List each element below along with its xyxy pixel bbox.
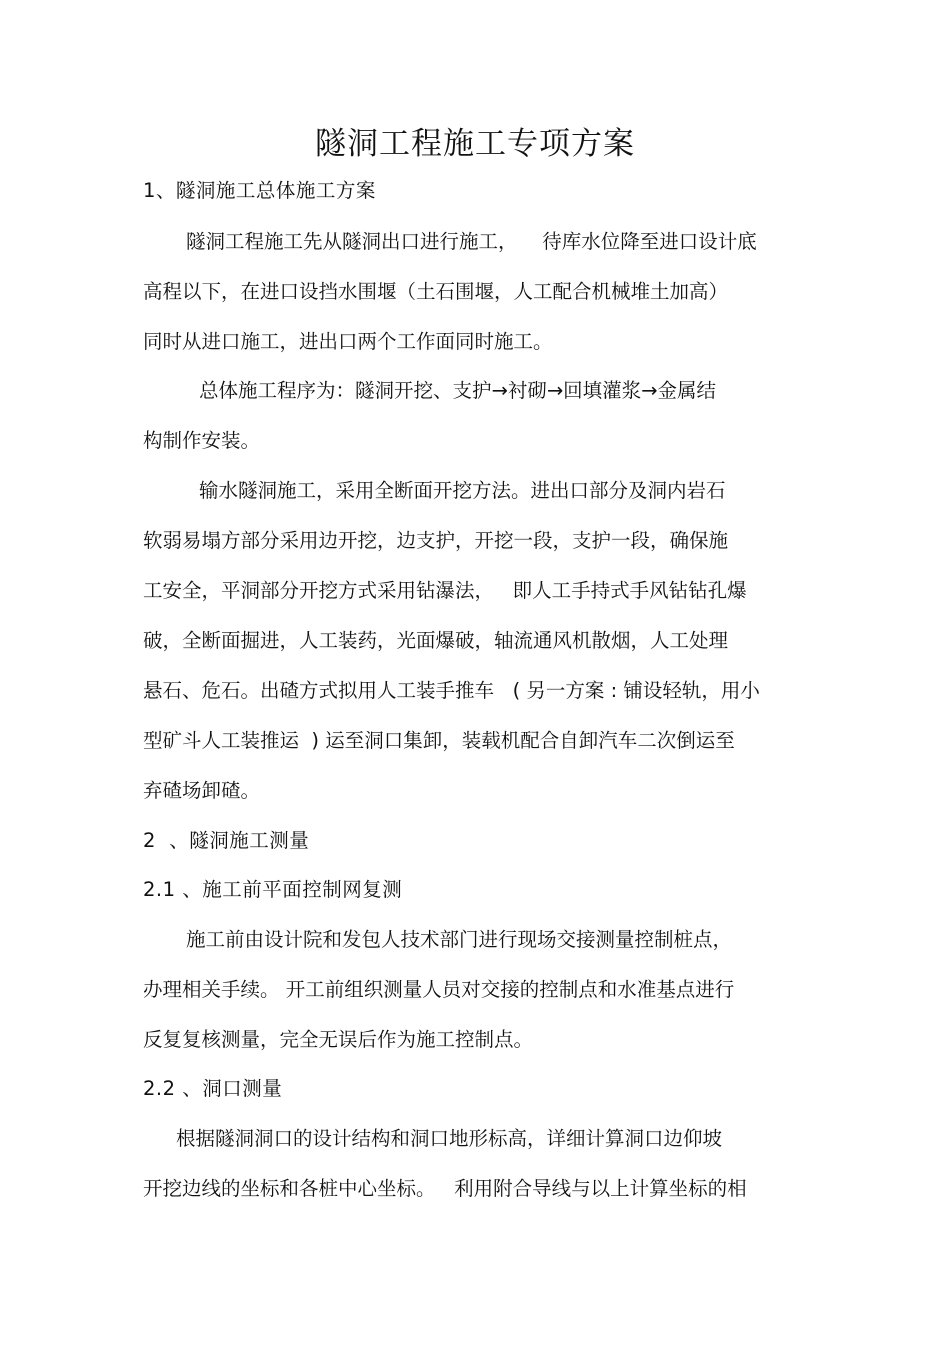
paragraph-line: 反复复核测量，完全无误后作为施工控制点。 (143, 1028, 534, 1051)
paragraph-line: 开挖边线的坐标和各桩中心坐标。 利用附合导线与以上计算坐标的相 (143, 1177, 747, 1200)
subsection-heading-2-2: 2.2 、洞口测量 (143, 1077, 283, 1100)
section-heading-2: 2 、隧洞施工测量 (143, 829, 310, 852)
paragraph-line: 软弱易塌方部分采用边开挖，边支护，开挖一段，支护一段，确保施 (143, 529, 729, 552)
subsection-heading-2-1: 2.1 、施工前平面控制网复测 (143, 878, 403, 901)
paragraph-line: 弃碴场卸碴。 (143, 779, 261, 802)
paragraph-line: 根据隧洞洞口的设计结构和洞口地形标高，详细计算洞口边仰坡 (176, 1127, 723, 1150)
paragraph-line: 型矿斗人工装推运 ) 运至洞口集卸，装载机配合自卸汽车二次倒运至 (143, 729, 735, 752)
paragraph-line: 同时从进口施工，进出口两个工作面同时施工。 (143, 330, 553, 353)
paragraph-line: 施工前由设计院和发包人技术部门进行现场交接测量控制桩点， (186, 928, 733, 951)
paragraph-line: 总体施工程序为：隧洞开挖、支护→衬砌→回填灌浆→金属结 (199, 379, 717, 402)
section-heading-1: 1、隧洞施工总体施工方案 (143, 179, 376, 202)
paragraph-line: 悬石、危石。出碴方式拟用人工装手推车 ( 另一方案 : 铺设轻轨，用小 (143, 679, 760, 702)
paragraph-line: 办理相关手续。 开工前组织测量人员对交接的控制点和水准基点进行 (143, 978, 735, 1001)
paragraph-line: 输水隧洞施工，采用全断面开挖方法。进出口部分及洞内岩石 (199, 479, 726, 502)
paragraph-line: 构制作安装。 (143, 429, 261, 452)
paragraph-line: 工安全，平洞部分开挖方式采用钻瀑法， 即人工手持式手风钻钻孔爆 (143, 579, 747, 602)
paragraph-line: 破，全断面掘进，人工装药，光面爆破，轴流通风机散烟，人工处理 (143, 629, 729, 652)
document-title: 隧洞工程施工专项方案 (315, 126, 635, 162)
paragraph-line: 隧洞工程施工先从隧洞出口进行施工， 待库水位降至进口设计底 (186, 230, 757, 253)
paragraph-line: 高程以下，在进口设挡水围堰（土石围堰，人工配合机械堆土加高） (143, 280, 729, 303)
